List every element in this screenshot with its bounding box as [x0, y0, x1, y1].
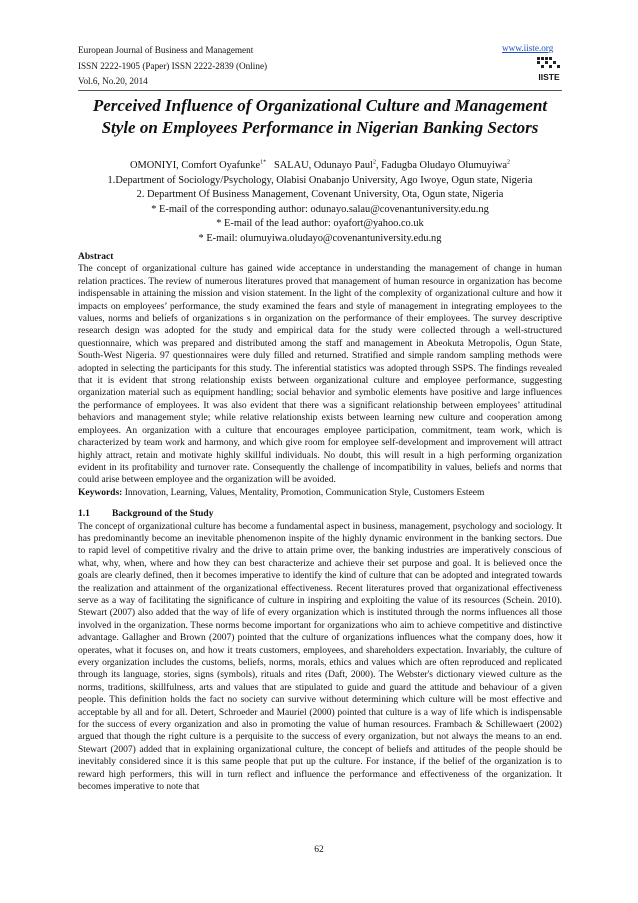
paper-body [78, 251, 562, 793]
logo-text: IISTE [538, 72, 560, 82]
page-number: 62 [314, 845, 324, 855]
author-names [78, 156, 562, 174]
author-2: SALAU, Odunayo Paul$^2$, Fadugba Oludayo Olumuyiwa$^2$ [273, 160, 510, 172]
section-title: Background of the Study [112, 509, 214, 520]
author-block [78, 156, 562, 246]
affiliation-1: 1.Department of Sociology/Psychology, Olabisi Onabanjo University, Ago Iwoye, Ogun state, Nigeria [107, 174, 533, 186]
corresponding-email: * E-mail of the corresponding author: odunayo.salau@covenantuniversity.edu.ng [151, 203, 489, 215]
volume-line: Vol.6, No.20, 2014 [78, 76, 148, 86]
section-text: The concept of organizational culture has become a fundamental aspect in business, management, psychology and sociology. It has predominantly become an inevitable phenomenon inspite of the highly dynamic environment in the banking sectors. Due to rapid level of competitive rivalry and the drive to attain prime over, the banking industries are imperatively conscious of what, why, when, where and how they can best characterize and achieve their set purpose and goal. It is believed once the goals are clearly defined, then it becomes imperative to identify the kind of culture that can be adopted and integrated towards the realization and attainment of the organizational effectiveness. Recent literatures proved that organizational effectiveness serve as a way of facilitating the significance of culture in inspiring and exploiting the value of its resources (Schein. 2010). Stewart (2007) also added that the way of life of every organization which is instituted through the norms influences all those involved in the organization. These norms become important for organizations who aim to achieve competitive and distinctive advantage. Gallagher and Brown (2007) pointed that the culture of organizations influences what the company does, how it operates, what it focuses on, and how it treats customers, employees, and shareholders expectation. Invariably, the culture of every organization includes the customs, beliefs, norms, morals, ethics and values which are often reproduced and replicated through its language, stories, signs (symbols), rituals and rites (Daft, 2000). The Webster's dictionary viewed culture as the norms, traditions, skillfulness, arts and values that are stipulated to guide and guard the attitude and behaviour of a given people. This definition holds the fact no society can survive without determining which culture will be most effective and acceptable by all and for all. Detert, Schroeder and Mauriel (2000) pointed that culture is a way of life which is indispensable for the success of every organization and also in promoting the value of human resources. Frambach & Schillewaert (2002) argued that though the right culture is a perquisite to the success of every organization, but not always the means to an end. Stewart (2007) added that in explaining organizational culture, the concept of beliefs and attitudes of the people should be inevitably considered since it is this same people that put up the culture. For instance, if the belief of the organization is to reward high performers, this will in turn reflect and influence the performance and effectiveness of the organization. It becomes imperative to note that [78, 521, 562, 793]
journal-header [78, 43, 562, 90]
paper-title: Perceived Influence of Organizational Culture and Management Style on Employees Performance in Nigerian Banking Sectors [92, 96, 548, 137]
website-link[interactable]: www.iiste.org [502, 43, 554, 53]
keywords-text: Innovation, Learning, Values, Mentality, Promotion, Communication Style, Customers Esteem [122, 487, 485, 498]
section-number: 1.1 [78, 509, 90, 520]
header-divider [78, 90, 562, 91]
journal-name: European Journal of Business and Management [78, 45, 254, 55]
keywords-label: Keywords: [78, 487, 123, 498]
author-1: OMONIYI, Comfort Oyafunke$^{1*}$ [130, 160, 267, 172]
keywords [78, 487, 562, 499]
third-email: * E-mail: olumuyiwa.oludayo@covenantuniversity.edu.ng [198, 232, 442, 244]
abstract-text: The concept of organizational culture has gained wide acceptance in understanding the management of change in human relation practices. The review of numerous literatures proved that management of human resource in organization has become indispensable in attaining the mission and vision statement. In the light of the complexity of organizational culture and how it impacts on employees’ performance, the study examined the fears and style of management in integrating employees to the values, norms and beliefs of organizations s in organization on the performance of their employees. The survey descriptive research design was adopted for the study and empirical data for the study were collected through a well-structured questionnaire, which was prepared and distributed among the staff and management in Abeokuta Metropolis, Ogun State, South-West Nigeria. 97 questionnaires were duly filled and returned. Stratified and simple random sampling methods were adopted in selecting the participants for this study. The inferential statistics was adopted through SSPS. The findings revealed that it is evident that strong relationship exists between organizational culture and employee performance, suggesting organization material such as equipment handling; social behavior and symbolic elements have positive and large influences the performance of employees. It was also evident that there was a significant relationship between employees’ attitudinal behaviors and management style; while relative relationship exists between learning new culture and cooperation among employees. An organization with a culture that encourages employee participation, commitment, team work, which is characterized by team work and harmony, and which give room for employee self-development and improvement will attract highly attract, retain and motivate highly skillful individuals. No doubt, this will result in a high performing organization evident in its profitability and turnover rate. Consequently the challenge of incompatibility in values, beliefs and norms that could arise between employee and the organization will be avoided. [78, 264, 562, 486]
section-heading [78, 508, 562, 520]
affiliation-2: 2. Department Of Business Management, Covenant University, Ota, Ogun state, Nigeria [136, 189, 504, 201]
issn-line: ISSN 2222-1905 (Paper) ISSN 2222-2839 (Online) [78, 60, 268, 71]
abstract-heading: Abstract [78, 252, 114, 262]
lead-email: * E-mail of the lead author: oyafort@yahoo.co.uk [216, 218, 424, 230]
iiste-logo-icon [536, 56, 562, 82]
